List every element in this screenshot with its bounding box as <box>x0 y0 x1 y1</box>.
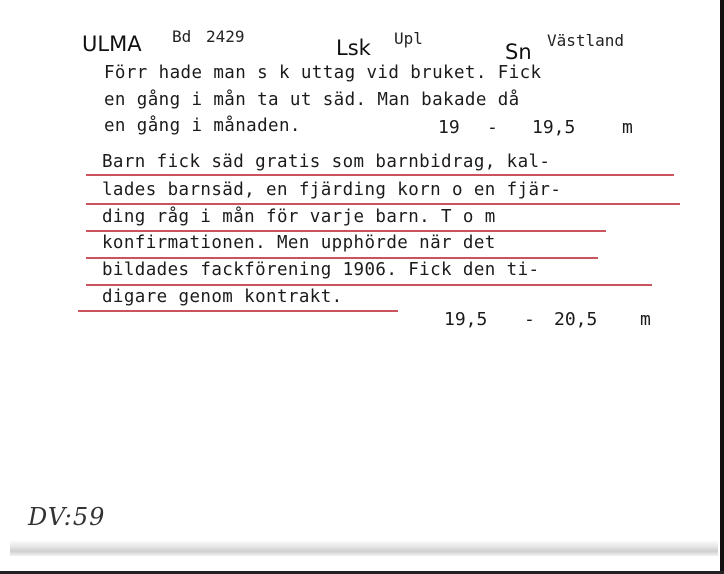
range-unit: m <box>622 117 633 138</box>
bd-label: Bd <box>172 27 192 46</box>
text-line: konfirmationen. Men upphörde när det <box>102 233 496 253</box>
text-line: ding råg i mån för varje barn. T o m <box>102 207 496 227</box>
text-line: Förr hade man s k uttag vid bruket. Fick <box>104 63 542 83</box>
range-to: 19,5 <box>532 117 576 138</box>
range-from: 19 <box>438 117 460 138</box>
card-title: ULMA <box>82 32 142 56</box>
red-underline <box>86 230 606 232</box>
text-line: bildades fackförening 1906. Fick den ti- <box>102 260 540 280</box>
lsk-value: Upl <box>394 29 423 48</box>
red-underline <box>86 174 674 176</box>
red-underline <box>86 203 680 205</box>
text-line: Barn fick säd gratis som barnbidrag, kal- <box>102 152 551 172</box>
bd-number: 2429 <box>206 27 245 46</box>
card-bottom-edge-shadow <box>10 540 718 556</box>
range-dash: - <box>524 309 535 330</box>
sn-value: Västland <box>547 31 625 50</box>
range-from: 19,5 <box>444 309 488 330</box>
text-line: en gång i månaden. <box>104 116 301 136</box>
red-underline <box>78 310 398 312</box>
lsk-label: Lsk <box>336 36 371 60</box>
sn-label: Sn <box>505 40 532 64</box>
range-to: 20,5 <box>554 309 598 330</box>
text-line: digare genom kontrakt. <box>102 287 343 307</box>
red-underline <box>86 257 598 259</box>
handwritten-signature: DV:59 <box>28 503 106 531</box>
text-line: en gång i mån ta ut säd. Man bakade då <box>104 90 520 110</box>
card-right-edge <box>720 0 724 574</box>
range-dash: - <box>487 117 498 138</box>
text-line: lades barnsäd, en fjärding korn o en fjär- <box>102 180 562 200</box>
red-underline <box>86 284 652 286</box>
range-unit: m <box>640 309 651 330</box>
